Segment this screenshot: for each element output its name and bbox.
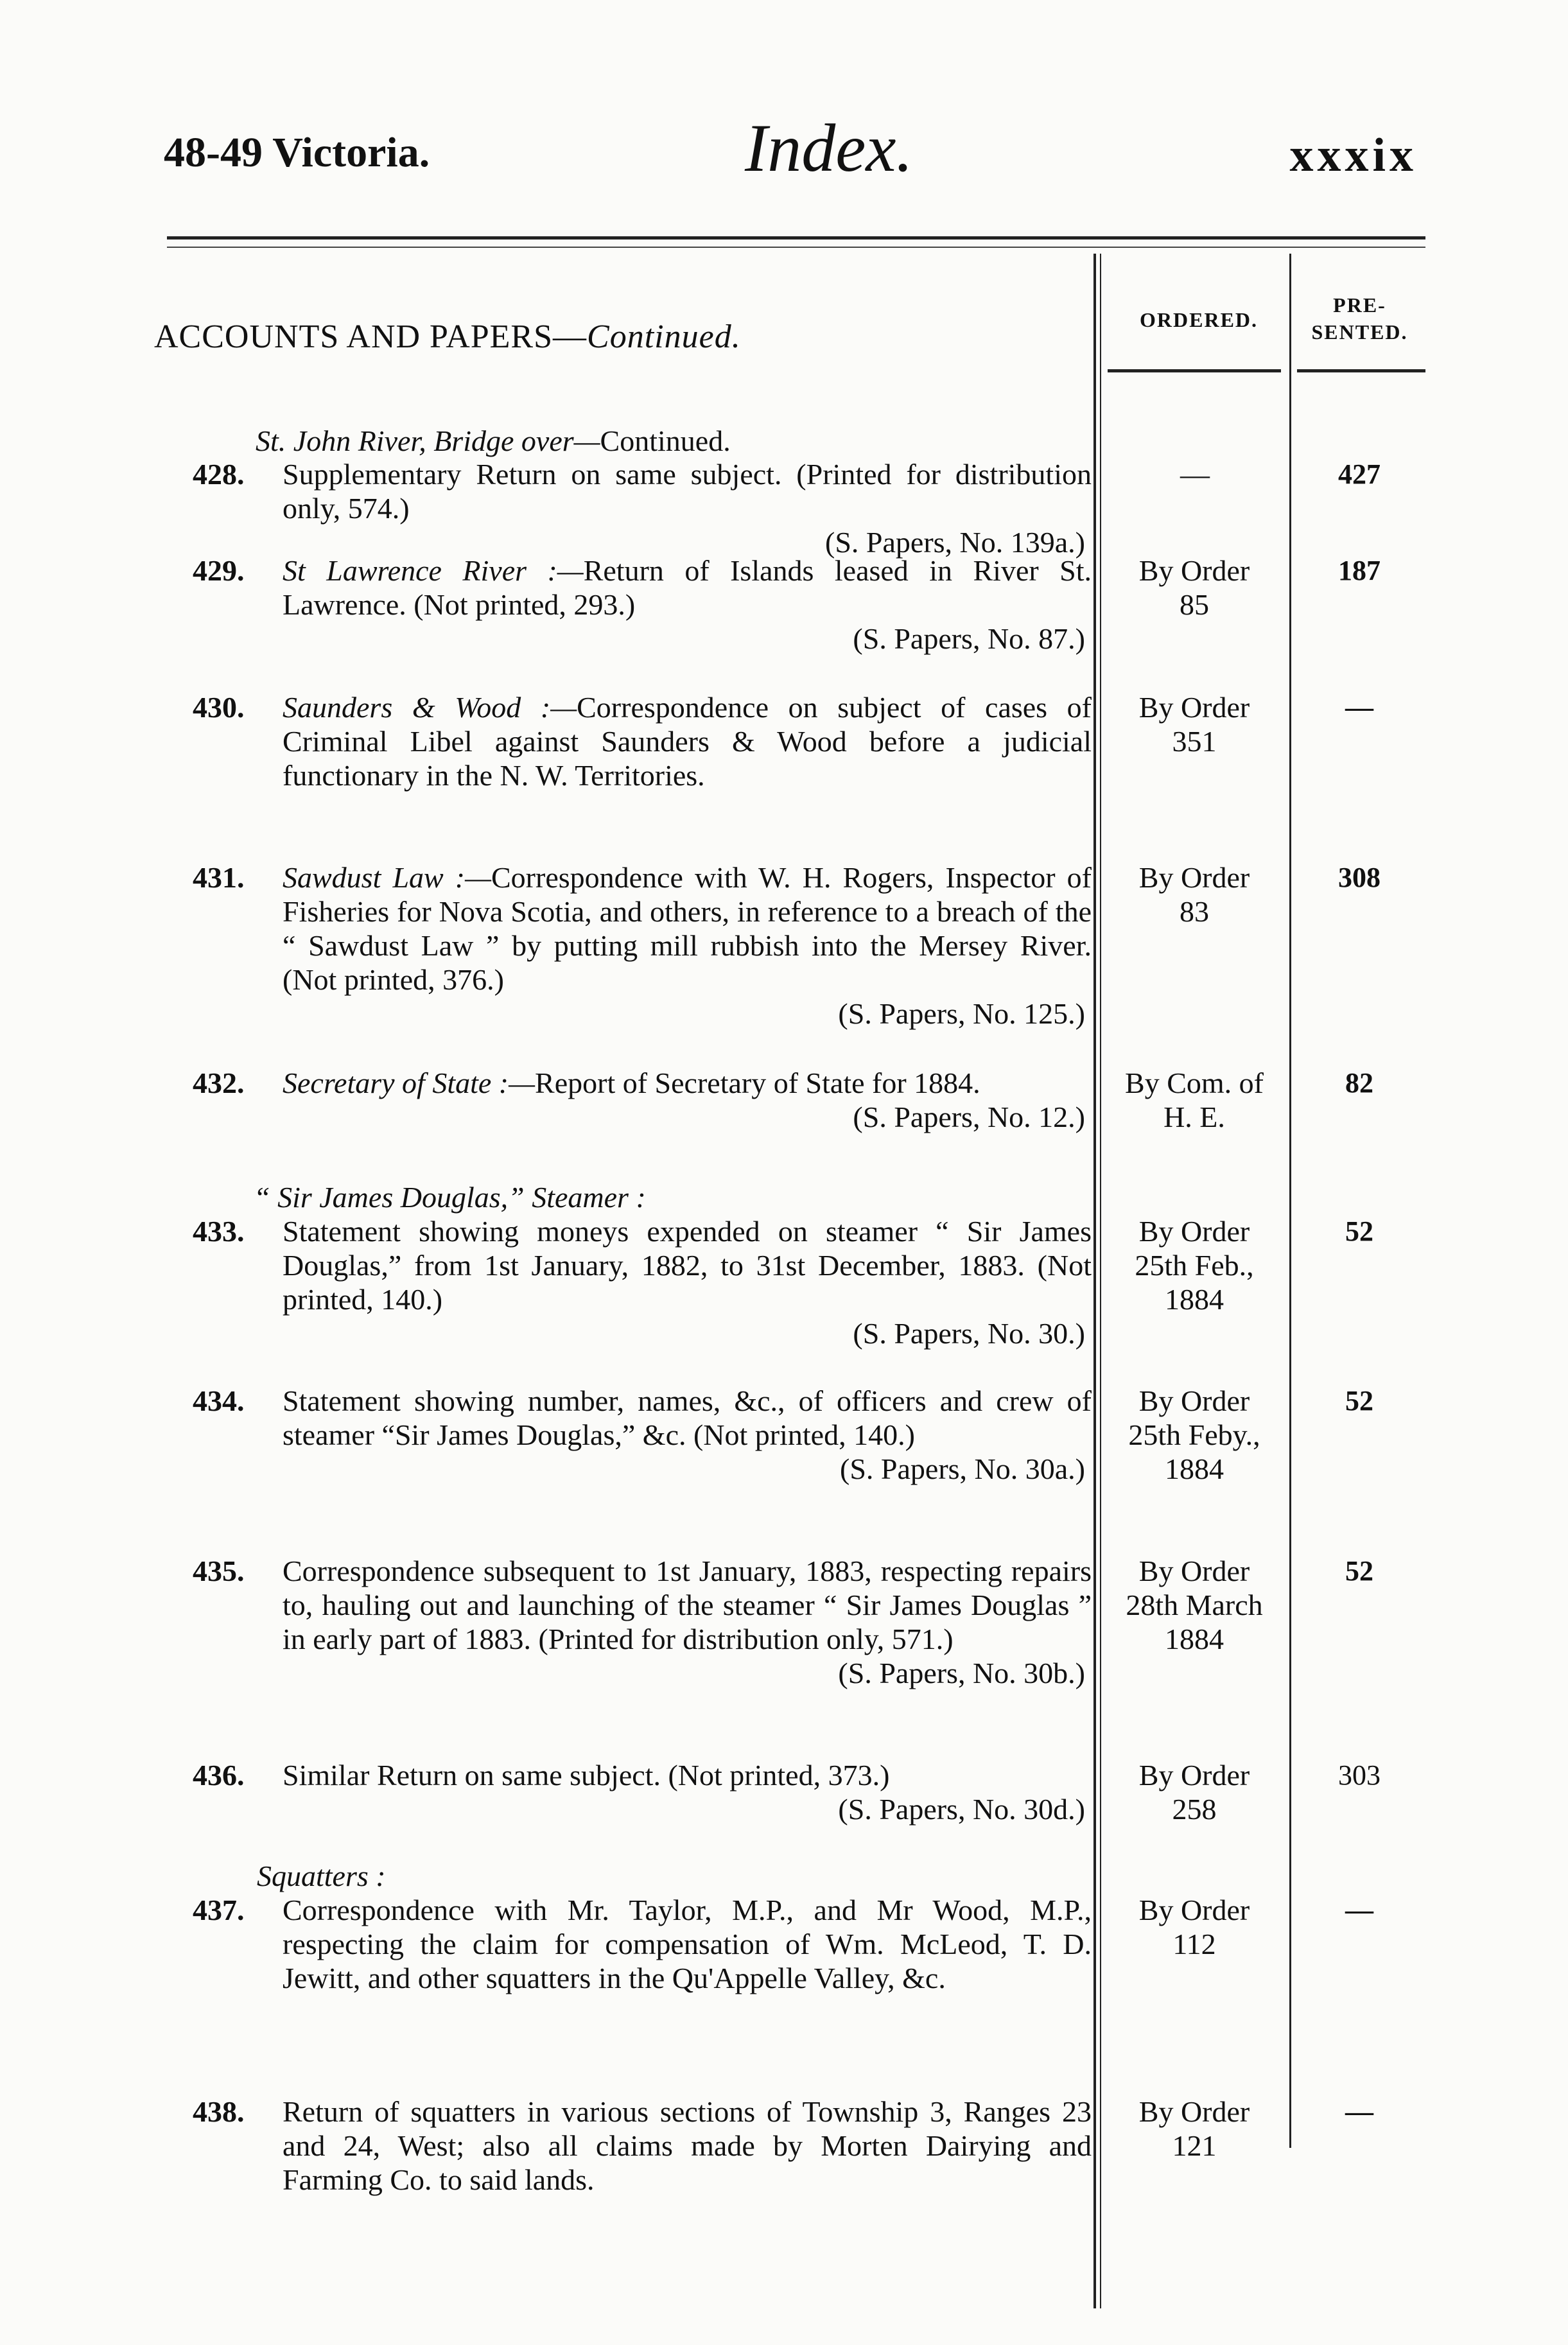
index-entry <box>193 1893 1092 1995</box>
entry-description <box>283 1066 1092 1100</box>
entry-number: 437. <box>193 1894 245 1926</box>
header-rule <box>167 236 1425 240</box>
column-divider-ordered-inner <box>1100 254 1101 2308</box>
entry-presented: 427 <box>1338 458 1381 490</box>
column-divider-presented <box>1289 254 1291 2148</box>
entry-presented: — <box>1345 1894 1373 1926</box>
entry-ordered: By Order 25th Feb., 1884 <box>1135 1215 1254 1316</box>
entry-ordered: By Com. of H. E. <box>1125 1067 1264 1133</box>
section-title <box>154 318 741 356</box>
entry-number: 434. <box>193 1384 245 1417</box>
header-rule-thin <box>167 247 1425 248</box>
section-title-continued: Continued. <box>587 318 741 355</box>
index-entry <box>193 2095 1092 2197</box>
entry-number: 430. <box>193 691 245 724</box>
subhead-st-john-continued: Continued. <box>600 424 731 457</box>
index-entry <box>193 554 1092 656</box>
entry-ordered: By Order 258 <box>1138 1759 1250 1826</box>
entry-ordered: By Order 112 <box>1138 1894 1250 1960</box>
presented-heading-rule <box>1297 369 1425 372</box>
column-heading-presented: PRE-SENTED. <box>1311 293 1408 344</box>
entry-description <box>283 1384 1092 1452</box>
entry-title: St Lawrence River :— <box>283 554 584 587</box>
subhead-st-john <box>256 424 731 458</box>
entry-reference: (S. Papers, No. 30d.) <box>838 1793 1085 1826</box>
entry-presented: 52 <box>1345 1555 1373 1587</box>
entry-text: Correspondence on subject of cases of Criminal Libel against Saunders & Wood before a judicial functionary in the N. W. Territories. <box>283 691 1092 792</box>
entry-ordered: By Order 351 <box>1138 691 1250 758</box>
entry-ordered: By Order 121 <box>1138 2095 1250 2162</box>
index-entry <box>193 1384 1092 1486</box>
entry-text: Statement showing moneys expended on steamer “ Sir James Douglas,” from 1st January, 1882, to 31st December, 1883. (Not printed, 140.) <box>283 1215 1092 1316</box>
entry-description <box>283 554 1092 622</box>
entry-description <box>283 2095 1092 2197</box>
column-heading-ordered: ORDERED. <box>1140 308 1259 331</box>
entry-presented: 303 <box>1338 1759 1381 1791</box>
index-entry <box>193 1214 1092 1350</box>
entry-presented: — <box>1345 692 1373 723</box>
index-entry <box>193 1066 1092 1134</box>
entry-title: Secretary of State :— <box>283 1067 536 1099</box>
entry-ordered: By Order 28th March 1884 <box>1126 1555 1263 1655</box>
column-divider-ordered <box>1093 254 1096 2308</box>
entry-text: Return of Islands leased in River St. Lawrence. (Not printed, 293.) <box>283 554 1092 621</box>
subhead-st-john-text: St. John River, Bridge over— <box>256 424 600 457</box>
index-entry <box>193 860 1092 1031</box>
entry-description <box>283 1893 1092 1995</box>
entry-presented: 52 <box>1345 1216 1373 1247</box>
entry-description <box>283 1214 1092 1316</box>
entry-text: Supplementary Return on same subject. (Printed for distribution only, 574.) <box>283 458 1092 525</box>
index-entry <box>193 457 1092 559</box>
entry-number: 431. <box>193 861 245 894</box>
entry-description <box>283 690 1092 792</box>
entry-description <box>283 457 1092 525</box>
ordered-heading-rule <box>1108 369 1281 372</box>
entry-title: Saunders & Wood :— <box>283 691 577 724</box>
entry-number: 435. <box>193 1555 245 1587</box>
entry-reference: (S. Papers, No. 30.) <box>853 1317 1085 1350</box>
entry-reference: (S. Papers, No. 87.) <box>853 622 1085 655</box>
entry-ordered: By Order 25th Feby., 1884 <box>1128 1384 1260 1485</box>
entry-description <box>283 1758 1092 1792</box>
header-session: 48-49 Victoria. <box>164 129 430 176</box>
entry-ordered: By Order 83 <box>1138 861 1250 928</box>
entry-reference: (S. Papers, No. 30b.) <box>838 1657 1085 1689</box>
index-entry <box>193 1758 1092 1826</box>
index-entry <box>193 1554 1092 1690</box>
entry-number: 433. <box>193 1215 245 1248</box>
entry-number: 432. <box>193 1067 245 1099</box>
entry-ordered: By Order 85 <box>1138 554 1250 621</box>
entry-presented: 82 <box>1345 1067 1373 1099</box>
entry-text: Similar Return on same subject. (Not printed, 373.) <box>283 1759 890 1791</box>
entry-number: 438. <box>193 2095 245 2128</box>
subhead-sir-james-douglas: “ Sir James Douglas,” Steamer : <box>254 1181 646 1214</box>
index-entry <box>193 690 1092 792</box>
entry-text: Correspondence with W. H. Rogers, Inspector of Fisheries for Nova Scotia, and others, in reference to a breach of the “ Sawdust Law ” by putting mill rubbish into the Mersey River. (Not printed, 376.) <box>283 861 1092 996</box>
entry-presented: — <box>1345 2096 1373 2127</box>
entry-number: 429. <box>193 554 245 587</box>
entry-text: Correspondence with Mr. Taylor, M.P., and Mr Wood, M.P., respecting the claim for compensation of Wm. McLeod, T. D. Jewitt, and other squatters in the Qu'Appelle Valley, &c. <box>283 1894 1092 1994</box>
entry-ordered: — <box>1180 458 1210 491</box>
section-title-text: ACCOUNTS AND PAPERS— <box>154 318 588 355</box>
header-page-number: xxxix <box>1289 129 1417 182</box>
entry-presented: 187 <box>1338 555 1381 586</box>
entry-reference: (S. Papers, No. 125.) <box>838 997 1085 1030</box>
entry-reference: (S. Papers, No. 12.) <box>853 1101 1085 1133</box>
entry-description <box>283 860 1092 997</box>
entry-text: Statement showing number, names, &c., of officers and crew of steamer “Sir James Douglas,” &c. (Not printed, 140.) <box>283 1384 1092 1451</box>
entry-presented: 308 <box>1338 862 1381 893</box>
entry-text: Return of squatters in various sections of Township 3, Ranges 23 and 24, West; also all claims made by Morten Dairying and Farming Co. to said lands. <box>283 2095 1092 2196</box>
entry-presented: 52 <box>1345 1385 1373 1417</box>
header-title: Index. <box>745 110 913 186</box>
subhead-squatters: Squatters : <box>257 1860 386 1892</box>
entry-reference: (S. Papers, No. 30a.) <box>840 1452 1085 1485</box>
entry-description <box>283 1554 1092 1656</box>
entry-text: Report of Secretary of State for 1884. <box>535 1067 980 1099</box>
entry-number: 436. <box>193 1759 245 1791</box>
entry-reference: (S. Papers, No. 139a.) <box>825 526 1085 559</box>
entry-number: 428. <box>193 458 245 491</box>
entry-text: Correspondence subsequent to 1st January, 1883, respecting repairs to, hauling out and launching of the steamer “ Sir James Douglas ” in early part of 1883. (Printed for distribution only, 571.) <box>283 1555 1092 1655</box>
entry-title: Sawdust Law :— <box>283 861 491 894</box>
